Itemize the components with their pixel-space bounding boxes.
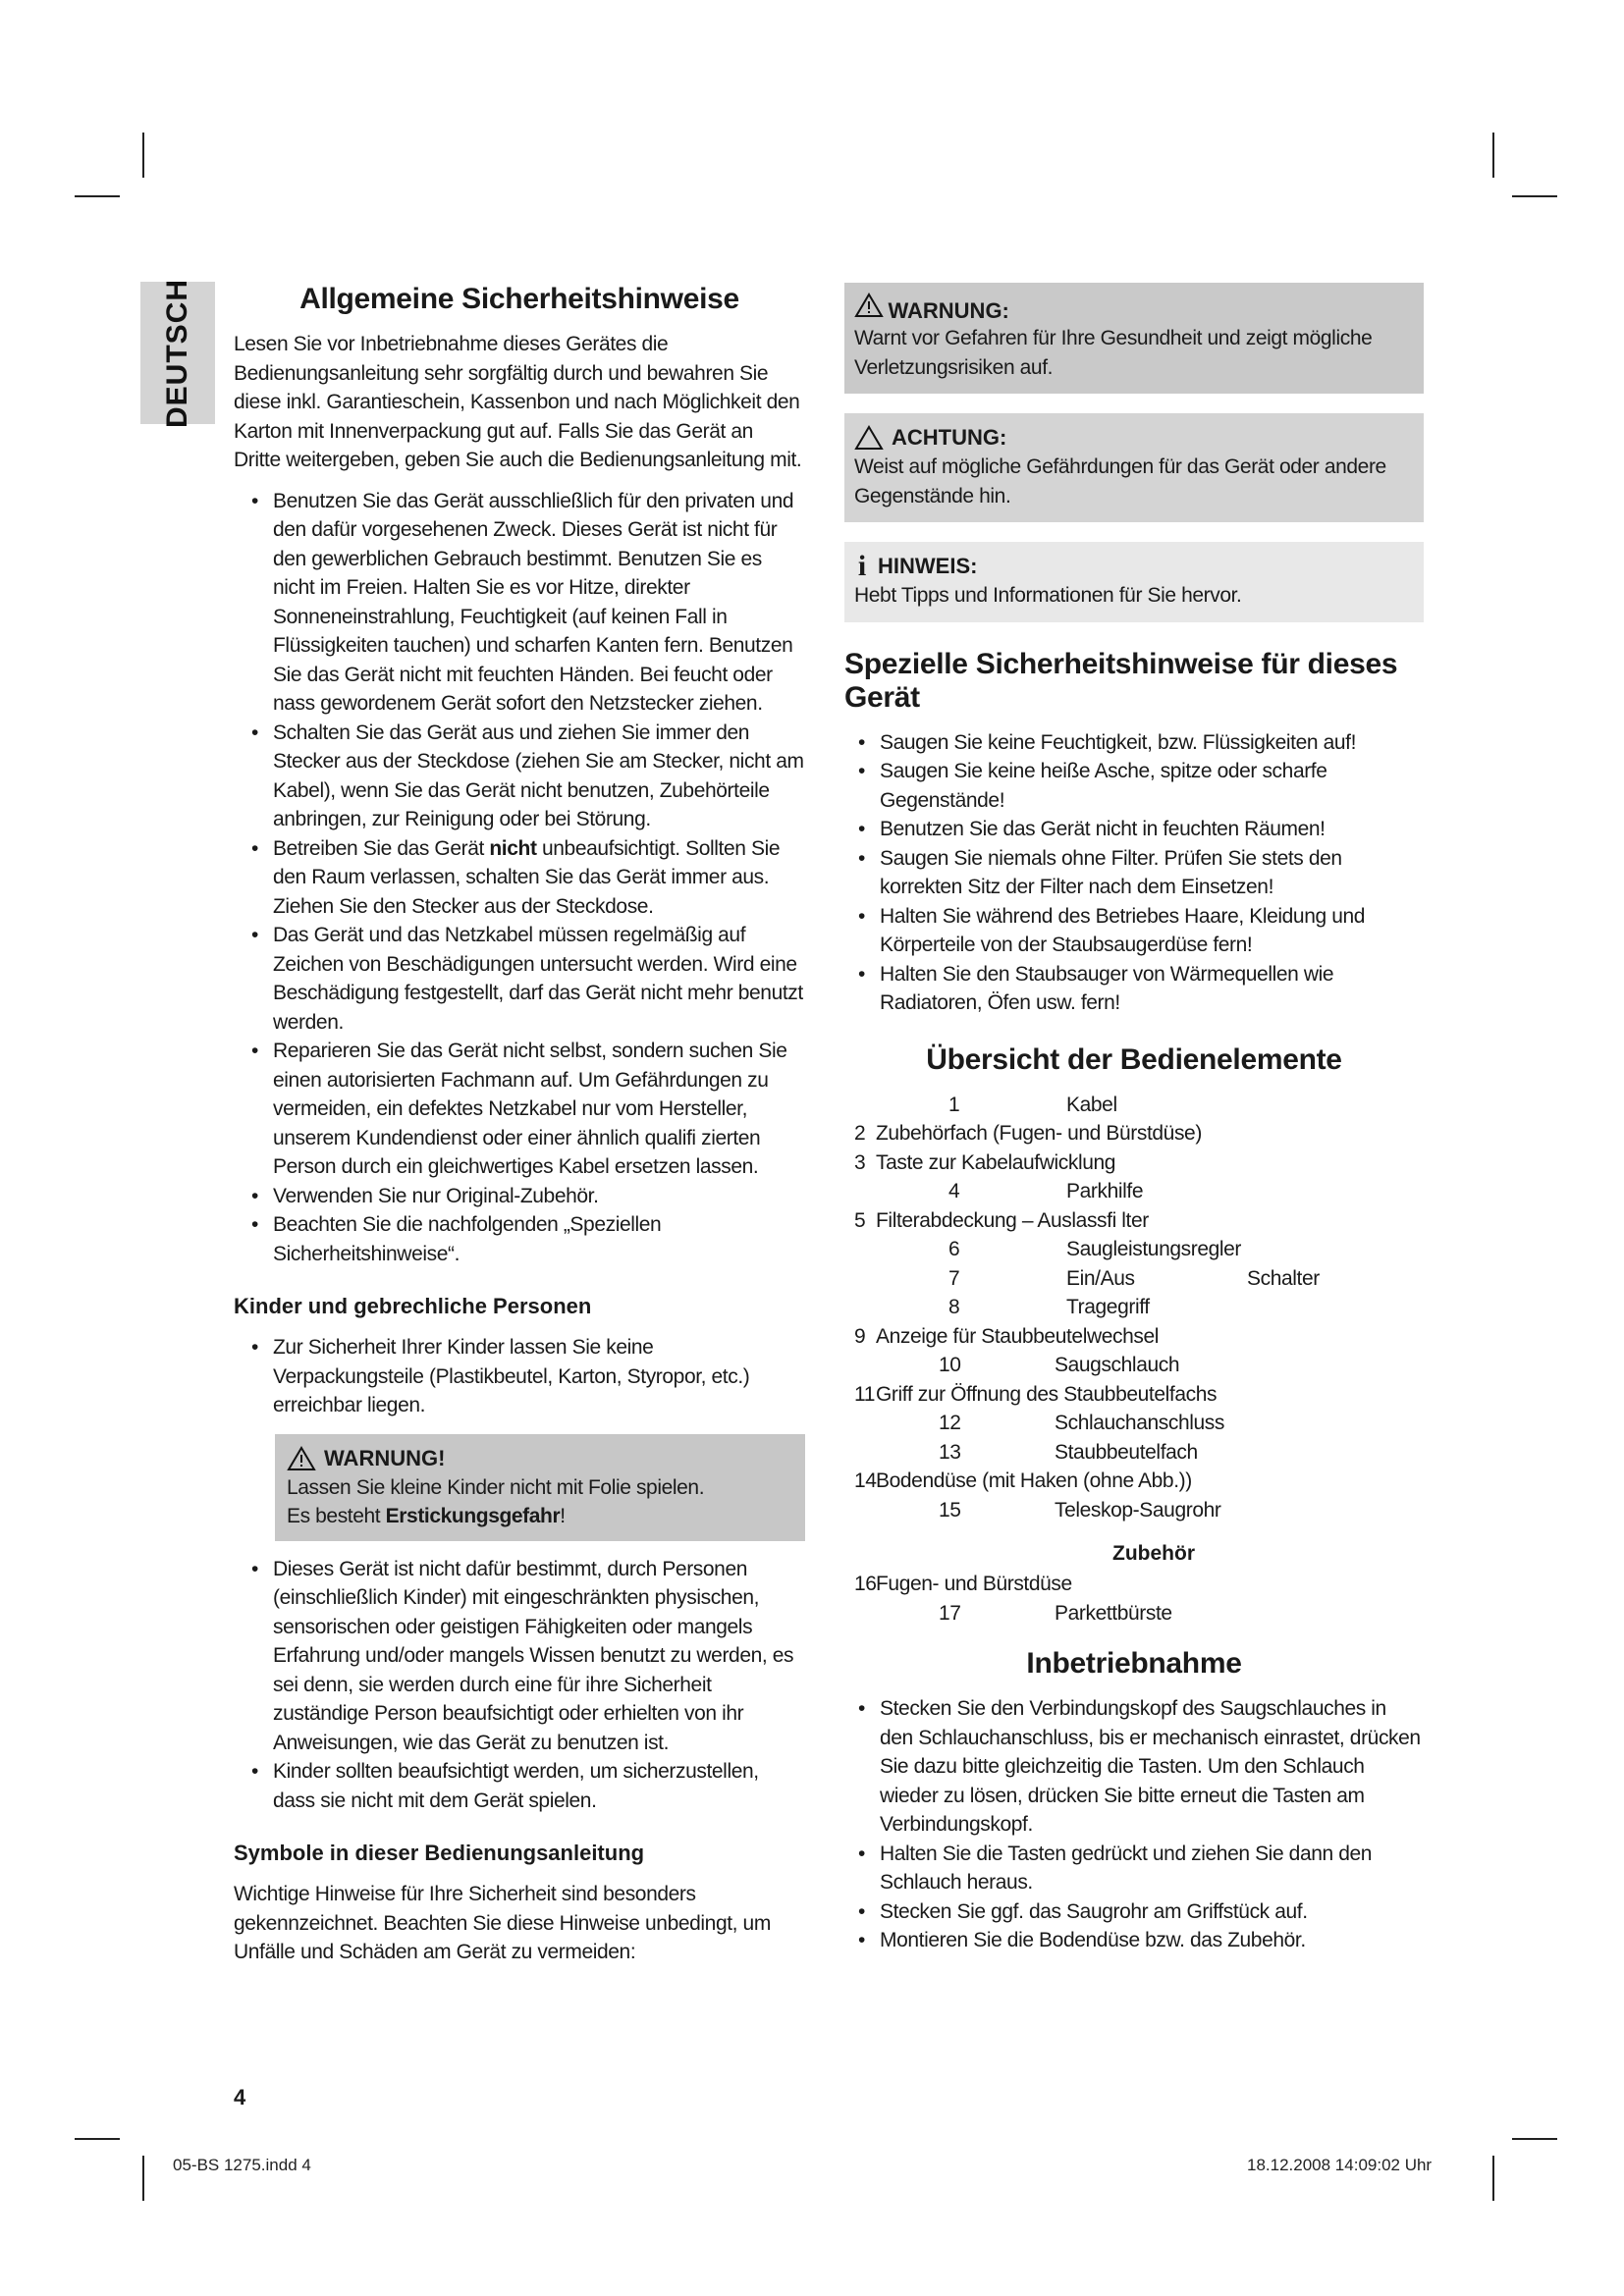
list-item: • Halten Sie den Staubsauger von Wärmequellen wie Radiatoren, Öfen usw. fern!	[844, 960, 1424, 1018]
accessory-heading: Zubehör	[1112, 1542, 1195, 1565]
item-number: 11	[854, 1382, 875, 1406]
kids-warning-box	[275, 1434, 805, 1541]
overview-row	[844, 1119, 1424, 1148]
list-item: • Montieren Sie die Bodendüse bzw. das Zubehör.	[844, 1926, 1424, 1955]
list-item: • Reparieren Sie das Gerät nicht selbst, sondern suchen Sie einen autorisierten Fachmann auf. Um Gefährdungen zu vermeiden, ein defektes Netzkabel nur vom Hersteller, unserem Kundendienst oder einer ähnlich qualifi zierten Person durch ein gleichwertiges Kabel ersetzen lassen.	[234, 1037, 805, 1182]
item-number: 12	[939, 1412, 961, 1434]
footer-timestamp: 18.12.2008 14:09:02 Uhr	[1247, 2156, 1433, 2174]
startup-title: Inbetriebnahme	[1026, 1647, 1242, 1680]
kids-heading: Kinder und gebrechliche Personen	[234, 1294, 592, 1318]
intro-paragraph: Lesen Sie vor Inbetriebnahme dieses Gerätes die Bedienungsanleitung sehr sorgfältig durch und bewahren Sie diese inkl. Garantieschein, Kassenbon und nach Möglichkeit den Karton mit Innenverpackung gut auf. Falls Sie das Gerät an Dritte weitergeben, geben Sie auch die Bedienungsanleitung mit.	[234, 333, 802, 471]
warning-triangle-icon	[854, 293, 884, 318]
hinweis-header	[854, 552, 1414, 581]
right-column	[844, 283, 1424, 1981]
item-number: 3	[854, 1150, 866, 1174]
list-item: • Stecken Sie den Verbindungskopf des Saugschlauches in den Schlauchanschluss, bis er mechanisch einrastet, drücken Sie dazu bitte gleichzeitig die Tasten. Um den Schlauch wieder zu lösen, drücken Sie bitte erneut die Tasten am Verbindungskopf.	[844, 1694, 1424, 1840]
item-label: Teleskop-Saugrohr	[1055, 1498, 1221, 1522]
crop-mark	[142, 133, 144, 178]
warning-triangle-icon	[287, 1446, 316, 1471]
overview-row	[844, 1438, 1424, 1468]
achtung-text: Weist auf mögliche Gefährdungen für das Gerät oder andere Gegenstände hin.	[854, 455, 1386, 507]
overview-row	[844, 1206, 1424, 1236]
kids-list-2	[234, 1555, 805, 1816]
list-item: • Saugen Sie keine heiße Asche, spitze oder scharfe Gegenstände!	[844, 757, 1424, 815]
language-tab-label: DEUTSCH	[161, 278, 193, 428]
item-label: Zubehörfach (Fugen- und Bürstdüse)	[876, 1122, 1202, 1145]
item-label: Parkhilfe	[1066, 1180, 1144, 1202]
overview-row	[844, 1148, 1424, 1178]
item-label: Ein/Aus	[1066, 1266, 1135, 1290]
crop-mark	[1512, 195, 1557, 197]
item-number: 16	[854, 1573, 877, 1595]
item-number: 5	[854, 1208, 866, 1232]
item-label: Anzeige für Staubbeutelwechsel	[876, 1324, 1160, 1348]
crop-mark	[142, 2156, 144, 2201]
item-number: 4	[948, 1180, 960, 1202]
warning-emphasis: Erstickungsgefahr	[385, 1505, 561, 1527]
overview-row	[844, 1496, 1424, 1525]
page-number: 4	[234, 2085, 246, 2109]
warning-text: !	[560, 1505, 566, 1527]
overview-row	[844, 1570, 1424, 1599]
warnung-label: WARNUNG:	[888, 298, 1009, 323]
item-label: Schlauchanschluss	[1055, 1412, 1224, 1434]
item-number: 9	[854, 1324, 866, 1348]
item-number: 8	[948, 1296, 960, 1318]
item-extra-label: Schalter	[1247, 1266, 1320, 1290]
item-number: 7	[948, 1266, 960, 1290]
item-number: 10	[939, 1354, 961, 1376]
crop-mark	[1512, 2138, 1557, 2140]
general-safety-title: Allgemeine Sicherheitshinweise	[299, 283, 739, 315]
warning-line: Lassen Sie kleine Kinder nicht mit Folie spielen.	[287, 1475, 705, 1499]
achtung-header	[854, 423, 1414, 453]
item-label: Taste zur Kabelaufwicklung	[876, 1150, 1116, 1174]
list-item: • Das Gerät und das Netzkabel müssen regelmäßig auf Zeichen von Beschädigungen untersucht werden. Wird eine Beschädigung festgestellt, darf das Gerät nicht mehr benutzt werden.	[234, 921, 805, 1037]
warnung-box	[844, 283, 1424, 394]
overview-row	[844, 1235, 1424, 1264]
warning-label: WARNUNG!	[324, 1445, 446, 1470]
hinweis-box	[844, 542, 1424, 622]
overview-list	[844, 1091, 1424, 1525]
list-item: • Schalten Sie das Gerät aus und ziehen Sie immer den Stecker aus der Steckdose (ziehen Sie am Stecker, nicht am Kabel), wenn Sie das Gerät nicht benutzen, Zubehörteile anbringen, zur Reinigung oder bei Störung.	[234, 719, 805, 834]
item-label: Saugleistungsregler	[1066, 1238, 1242, 1260]
hinweis-text: Hebt Tipps und Informationen für Sie hervor.	[854, 584, 1242, 607]
overview-row	[844, 1264, 1424, 1294]
info-icon: i	[857, 550, 867, 582]
list-item: • Saugen Sie niemals ohne Filter. Prüfen Sie stets den korrekten Sitz der Filter nach dem Einsetzen!	[844, 844, 1424, 902]
crop-mark	[1492, 2156, 1494, 2201]
item-number: 13	[939, 1440, 961, 1464]
symbols-paragraph: Wichtige Hinweise für Ihre Sicherheit sind besonders gekennzeichnet. Beachten Sie diese Hinweise unbedingt, um Unfälle und Schäden am Gerät zu vermeiden:	[234, 1883, 771, 1963]
item-label: Parkettbürste	[1055, 1601, 1172, 1625]
general-safety-list	[234, 487, 805, 1269]
warning-text: Es besteht	[287, 1505, 386, 1527]
item-label: Griff zur Öffnung des Staubbeutelfachs	[876, 1382, 1218, 1406]
left-column	[234, 283, 805, 1979]
list-item: • Saugen Sie keine Feuchtigkeit, bzw. Flüssigkeiten auf!	[844, 728, 1424, 758]
startup-list	[844, 1694, 1424, 1955]
overview-row	[844, 1380, 1424, 1410]
warnung-text: Warnt vor Gefahren für Ihre Gesundheit und zeigt mögliche Verletzungsrisiken auf.	[854, 327, 1373, 379]
overview-row	[844, 1177, 1424, 1206]
item-number: 6	[948, 1238, 960, 1260]
item-label: Filterabdeckung – Auslassfi lter	[876, 1208, 1149, 1232]
list-item: • Beachten Sie die nachfolgenden „Speziellen Sicherheitshinweise“.	[234, 1210, 805, 1268]
item-number: 17	[939, 1601, 961, 1625]
item-number: 15	[939, 1498, 961, 1522]
crop-mark	[75, 2138, 120, 2140]
achtung-box	[844, 413, 1424, 522]
overview-row	[844, 1467, 1424, 1496]
warning-line	[287, 1502, 795, 1531]
accessory-list	[844, 1570, 1424, 1628]
special-safety-list	[844, 728, 1424, 1018]
symbols-heading: Symbole in dieser Bedienungsanleitung	[234, 1841, 645, 1865]
caution-triangle-icon	[854, 425, 884, 451]
list-item: • Halten Sie während des Betriebes Haare, Kleidung und Körperteile von der Staubsaugerdüse fern!	[844, 902, 1424, 960]
list-item: • Stecken Sie ggf. das Saugrohr am Griffstück auf.	[844, 1897, 1424, 1927]
overview-row	[844, 1322, 1424, 1352]
item-number: 2	[854, 1122, 866, 1145]
achtung-label: ACHTUNG:	[892, 425, 1007, 450]
list-item: • Halten Sie die Tasten gedrückt und ziehen Sie dann den Schlauch heraus.	[844, 1840, 1424, 1897]
language-tab	[140, 278, 215, 428]
item-label: Kabel	[1066, 1093, 1117, 1116]
list-item: • Benutzen Sie das Gerät ausschließlich für den privaten und den dafür vorgesehenen Zweck. Dieses Gerät ist nicht für den gewerblichen Gebrauch bestimmt. Benutzen Sie es nicht im Freien. Halten Sie es vor Hitze, direkter Sonneneinstrahlung, Feuchtigkeit (auf keinen Fall in Flüssigkeiten tauchen) und scharfen Kanten fern. Benutzen Sie das Gerät nicht mit feuchten Händen. Bei feucht oder nass gewordenem Gerät sofort den Netzstecker ziehen.	[234, 487, 805, 719]
item-label: Staubbeutelfach	[1055, 1440, 1198, 1464]
item-label: Fugen- und Bürstdüse	[876, 1573, 1072, 1595]
overview-row	[844, 1351, 1424, 1380]
item-label: Tragegriff	[1066, 1296, 1150, 1318]
item-emphasis: nicht	[489, 836, 537, 860]
overview-row	[844, 1409, 1424, 1438]
list-item: • Benutzen Sie das Gerät nicht in feuchten Räumen!	[844, 815, 1424, 844]
list-item: • Verwenden Sie nur Original-Zubehör.	[234, 1182, 805, 1211]
item-label: Saugschlauch	[1055, 1354, 1180, 1376]
kids-list	[234, 1333, 805, 1420]
crop-mark	[75, 195, 120, 197]
special-safety-title: Spezielle Sicherheitshinweise für dieses Gerät	[844, 647, 1398, 714]
overview-title: Übersicht der Bedienelemente	[926, 1042, 1342, 1076]
overview-row	[844, 1599, 1424, 1629]
overview-row	[844, 1091, 1424, 1120]
footer-file: 05-BS 1275.indd 4	[173, 2156, 311, 2174]
overview-row	[844, 1293, 1424, 1322]
item-number: 14	[854, 1469, 877, 1492]
list-item: • Kinder sollten beaufsichtigt werden, um sicherzustellen, dass sie nicht mit dem Gerät spielen.	[234, 1757, 805, 1815]
item-number: 1	[948, 1093, 960, 1116]
item-text: Betreiben Sie das Gerät	[273, 836, 490, 860]
crop-mark	[1492, 133, 1494, 178]
list-item: • Zur Sicherheit Ihrer Kinder lassen Sie keine Verpackungsteile (Plastikbeutel, Karton, Styropor, etc.) erreichbar liegen.	[234, 1333, 805, 1420]
hinweis-label: HINWEIS:	[878, 554, 978, 578]
list-item: • Dieses Gerät ist nicht dafür bestimmt, durch Personen (einschließlich Kinder) mit eingeschränkten physischen, sensorischen oder geistigen Fähigkeiten oder mangels Erfahrung und/oder mangels Wissen benutzt zu werden, es sei denn, sie werden durch eine für ihre Sicherheit zuständige Person beaufsichtigt oder erhielten von ihr Anweisungen, wie das Gerät zu benutzen ist.	[234, 1555, 805, 1758]
warning-header	[287, 1444, 795, 1473]
item-text: unbeaufsichtigt. Sollten Sie den Raum verlassen, schalten Sie das Gerät immer aus. Ziehen Sie den Stecker aus der Steckdose.	[273, 836, 781, 918]
warnung-header	[854, 293, 1414, 324]
item-label: Bodendüse (mit Haken (ohne Abb.))	[876, 1469, 1192, 1492]
list-item	[234, 834, 805, 922]
